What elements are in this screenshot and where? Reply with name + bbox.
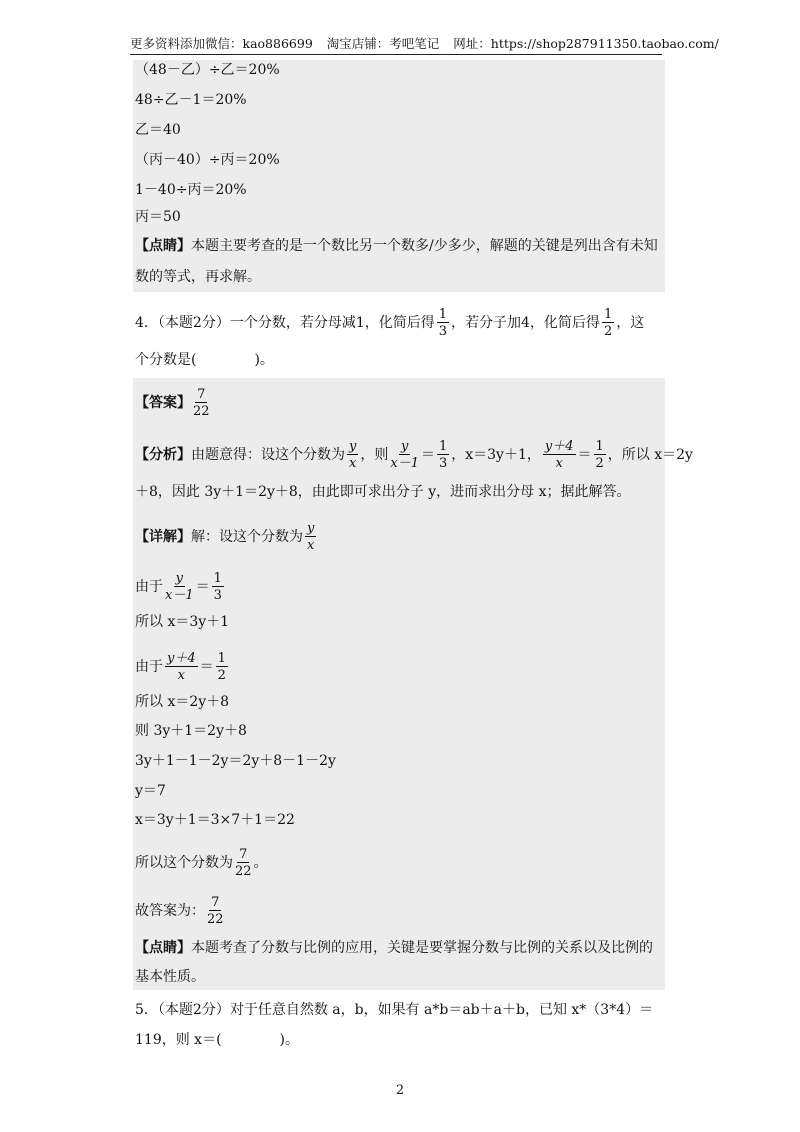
fraction-one-third: [437, 440, 449, 470]
numerator: 7: [239, 847, 248, 862]
denominator: 3: [438, 324, 448, 339]
prev-comment-line2: 数的等式，再求解。: [135, 269, 261, 285]
header-wechat: 更多资料添加微信：kao886699: [130, 36, 313, 51]
analysis-tag: 【分析】: [135, 447, 191, 463]
equals-sign: ＝: [420, 447, 435, 463]
result-text: 。: [253, 855, 268, 871]
fraction-one-half: [594, 440, 606, 470]
comment-tag: 【点睛】: [135, 238, 191, 254]
prev-eq1: （48－乙）÷乙＝20%: [135, 62, 280, 78]
denominator: x: [555, 456, 563, 471]
q4-y: y＝7: [135, 783, 166, 799]
denominator: x: [307, 538, 315, 553]
q5-text: 119，则 x＝(: [135, 1032, 222, 1048]
denominator: 3: [438, 456, 448, 471]
comment-text: 本题主要考查的是一个数比另一个数多/少多少，解题的关键是列出含有未知: [191, 238, 658, 254]
fraction-one-third: [437, 308, 449, 338]
q5-text: )。: [279, 1032, 299, 1048]
analysis-text: ，所以 x＝2y: [607, 447, 693, 463]
q4-result: [135, 848, 268, 878]
q5-line1: 5．（本题2分）对于任意自然数 a，b，如果有 a*b＝ab＋a＋b，已知 x*（3*4）＝: [135, 1002, 654, 1018]
q4-answer: [135, 388, 212, 418]
comment-tag: 【点睛】: [135, 940, 191, 956]
equals-sign: ＝: [199, 659, 214, 675]
fraction-y-plus-4-over-x: [543, 440, 576, 470]
q4-comment-line1: [135, 938, 653, 958]
fraction-y-over-x-minus-1: [165, 572, 194, 602]
header-site: 网址：https://shop287911350.taobao.com/: [453, 36, 719, 51]
prev-eq2: 48÷乙－1＝20%: [135, 92, 247, 108]
numerator: 1: [438, 439, 448, 454]
q4-detail-intro: [135, 522, 318, 552]
prev-eq4: （丙－40）÷丙＝20%: [135, 152, 280, 168]
denominator: 22: [207, 912, 224, 927]
analysis-text: 由题意得：设这个分数为: [191, 447, 345, 463]
numerator: y＋4: [167, 651, 196, 666]
prev-eq6: 丙＝50: [135, 209, 181, 225]
q4-stem-text: ，若分子加4，化简后得: [451, 315, 600, 331]
numerator: 1: [438, 307, 448, 322]
numerator: y: [400, 439, 409, 454]
equals-sign: ＝: [577, 447, 592, 463]
prev-eq5: 1－40÷丙＝20%: [135, 182, 247, 198]
q4-analysis-line2: ＋8，因此 3y＋1＝2y＋8，由此即可求出分子 y，进而求出分母 x；据此解答。: [135, 484, 631, 500]
numerator: y＋4: [544, 439, 574, 454]
fraction-answer: [235, 848, 252, 878]
denominator: 2: [603, 324, 613, 339]
final-text: 故答案为：: [135, 903, 205, 919]
denominator: 2: [595, 456, 604, 471]
since-text: 由于: [135, 579, 163, 595]
q4-stem-line2: [135, 350, 274, 370]
fraction-y-over-x: [305, 522, 316, 552]
q4-since-2: [135, 652, 230, 682]
answer-tag: 【答案】: [135, 395, 191, 411]
comment-text: 本题考查了分数与比例的应用，关键是要掌握分数与比例的关系以及比例的: [191, 940, 653, 956]
result-text: 所以这个分数为: [135, 855, 233, 871]
detail-tag: 【详解】: [135, 529, 191, 545]
q4-analysis-line1: [135, 440, 693, 470]
numerator: 1: [213, 571, 222, 586]
page-header: [130, 34, 719, 55]
q4-stem-text: 4．（本题2分）一个分数，若分母减1，化简后得: [135, 315, 435, 331]
q5-line2: [135, 1030, 299, 1050]
detail-text: 解：设这个分数为: [191, 529, 303, 545]
prev-comment-line1: [135, 236, 658, 256]
q4-comment-line2: 基本性质。: [135, 969, 205, 985]
numerator: y: [175, 571, 183, 586]
analysis-text: ，则: [360, 447, 389, 463]
fraction-answer: [207, 896, 224, 926]
numerator: 7: [211, 895, 220, 910]
q4-step: 3y＋1－1－2y＝2y＋8－1－2y: [135, 753, 336, 769]
analysis-text: ，x＝3y＋1，: [451, 447, 541, 463]
denominator: 3: [213, 588, 222, 603]
fraction-y-over-x-minus-1: [390, 440, 419, 470]
denominator: x: [349, 456, 357, 471]
prev-eq3: 乙＝40: [135, 122, 181, 138]
since-text: 由于: [135, 659, 163, 675]
q4-so-1: 所以 x＝3y＋1: [135, 614, 230, 630]
fraction-y-over-x: [347, 440, 358, 470]
denominator: x: [177, 668, 185, 683]
fraction-y-plus-4-over-x: [165, 652, 198, 682]
denominator: 22: [235, 864, 252, 879]
q4-x: x＝3y＋1＝3×7＋1＝22: [135, 812, 295, 828]
numerator: 1: [595, 439, 604, 454]
q4-so-2: 所以 x＝2y＋8: [135, 694, 230, 710]
fraction-one-half: [216, 652, 228, 682]
fraction-answer: [193, 388, 210, 418]
q4-then: 则 3y＋1＝2y＋8: [135, 723, 247, 739]
q4-since-1: [135, 572, 226, 602]
numerator: 7: [197, 387, 206, 402]
fraction-one-half: [602, 308, 614, 338]
numerator: 1: [217, 651, 226, 666]
q4-stem-text: ，这: [616, 315, 645, 331]
q4-stem-line1: [135, 308, 644, 338]
q4-stem-text: 个分数是(: [135, 352, 197, 368]
header-shop: 淘宝店铺：考吧笔记: [326, 36, 440, 51]
q4-stem-text: )。: [254, 352, 274, 368]
denominator: x－1: [165, 588, 194, 603]
denominator: 2: [217, 668, 226, 683]
fraction-one-third: [212, 572, 224, 602]
q4-final: [135, 896, 226, 926]
numerator: y: [349, 439, 357, 454]
denominator: 22: [193, 404, 210, 419]
numerator: y: [307, 521, 315, 536]
page-number: 2: [395, 1083, 405, 1098]
equals-sign: ＝: [195, 579, 210, 595]
numerator: 1: [603, 307, 613, 322]
denominator: x－1: [390, 456, 419, 471]
